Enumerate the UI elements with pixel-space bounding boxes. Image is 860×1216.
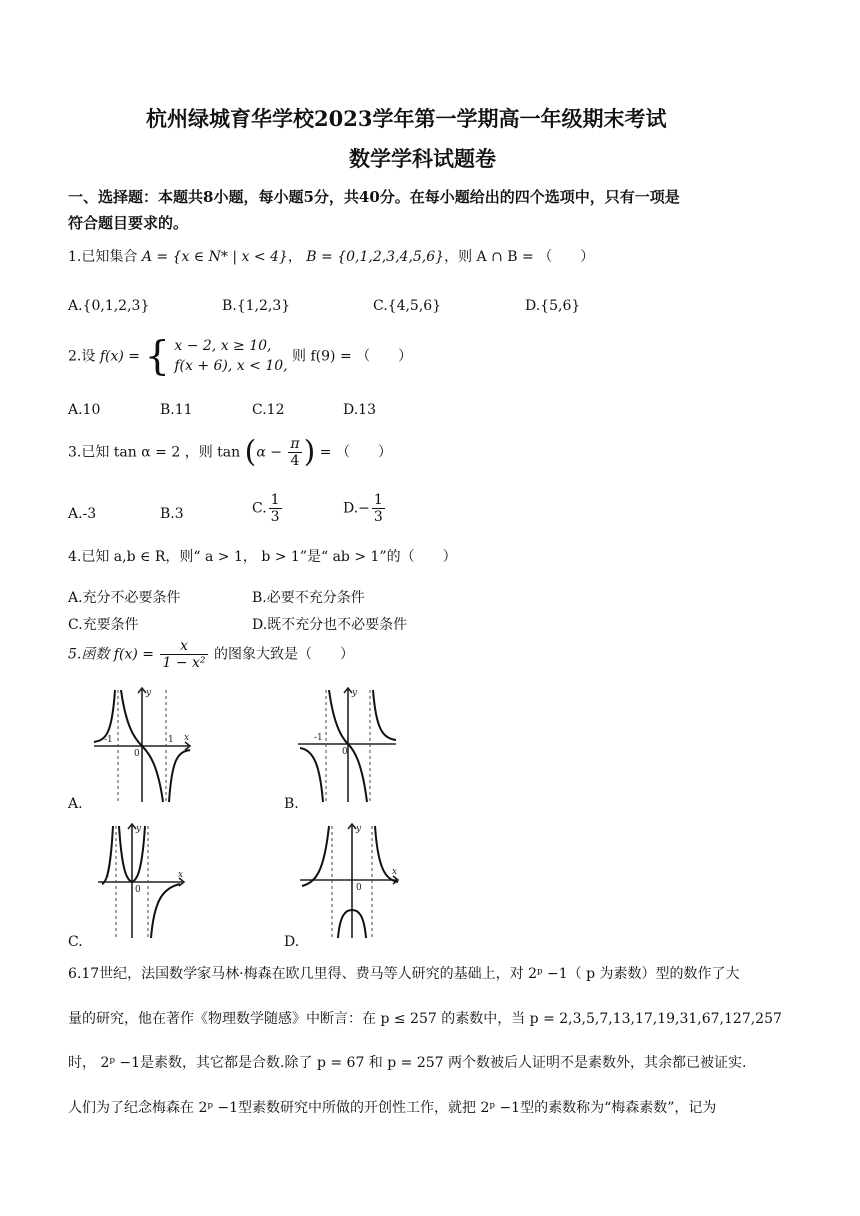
graph-c[interactable] [92, 822, 202, 940]
q2-option-a[interactable]: A.10 [68, 402, 101, 418]
svg-text:0: 0 [134, 749, 140, 759]
q1-option-d[interactable]: D.{5,6} [525, 298, 581, 314]
exam-title: 杭州绿城育华学校2023学年第一学期高一年级期末考试 [146, 106, 667, 131]
q3-option-c[interactable]: C. $\frac{1}{3}$ [252, 492, 280, 525]
svg-text:-1: -1 [314, 733, 323, 743]
q1-option-c[interactable]: C.{4,5,6} [373, 298, 442, 314]
q3-option-a[interactable]: A.-3 [68, 506, 97, 522]
q1-option-b[interactable]: B.{1,2,3} [222, 298, 291, 314]
svg-text:y: y [146, 688, 152, 698]
question-2: 2.设 f(x) = { x − 2, x ≥ 10, f(x + 6), x < 10, 则 f(9) = （ ） [68, 333, 413, 380]
graph-d[interactable] [298, 822, 408, 940]
svg-text:x: x [178, 870, 184, 880]
piecewise-brace: { [144, 333, 170, 380]
svg-text:1: 1 [168, 735, 174, 745]
q4-option-a[interactable]: A.充分不必要条件 [68, 590, 181, 606]
exam-subtitle: 数学学科试题卷 [349, 146, 496, 171]
q4-option-d[interactable]: D.既不充分也不必要条件 [252, 617, 408, 633]
q2-option-d[interactable]: D.13 [343, 402, 376, 418]
svg-text:-: - [106, 872, 110, 882]
section-header-cont: 符合题目要求的。 [68, 214, 189, 232]
q1-option-a[interactable]: A.{0,1,2,3} [68, 298, 150, 314]
section-header: 一、选择题：本题共8小题，每小题5分，共40分。在每小题给出的四个选项中，只有一项是 [68, 188, 680, 206]
q3-option-d[interactable]: D.− $\frac{1}{3}$ [343, 492, 383, 525]
q3-option-b[interactable]: B.3 [160, 506, 184, 522]
svg-text:-1: -1 [104, 735, 113, 745]
question-5: 5.函数 f(x) = $\frac{x}{\text{1 − x²}}$ 的图象大致是（ ） [68, 638, 354, 671]
question-4: 4.已知 a,b ∈ R，则“ a > 1， b > 1”是“ ab > 1”的（ ） [68, 549, 457, 565]
graph-d-label: D. [284, 934, 300, 950]
svg-text:x: x [392, 867, 398, 877]
graph-a-label: A. [68, 796, 83, 812]
question-6-line-1: 6.17世纪，法国数学家马林·梅森在欧几里得、费马等人研究的基础上，对 2ᵖ −1（ p 为素数）型的数作了大 [68, 966, 740, 982]
svg-text:y: y [352, 688, 358, 698]
graph-b[interactable] [296, 686, 406, 804]
q4-option-c[interactable]: C.充要条件 [68, 617, 139, 633]
q4-option-b[interactable]: B.必要不充分条件 [252, 590, 365, 606]
q2-option-b[interactable]: B.11 [160, 402, 193, 418]
question-6-line-2: 量的研究，他在著作《物理数学随感》中断言：在 p ≤ 257 的素数中，当 p = 2,3,5,7,13,17,19,31,67,127,257 [68, 1011, 782, 1027]
graph-a[interactable] [92, 686, 202, 804]
svg-text:y: y [136, 824, 142, 834]
question-6-line-4: 人们为了纪念梅森在 2ᵖ −1型素数研究中所做的开创性工作，就把 2ᵖ −1型的素数称为“梅森素数”，记为 [68, 1100, 717, 1116]
svg-text:0: 0 [342, 747, 348, 757]
svg-text:y: y [356, 824, 362, 834]
svg-text:0: 0 [356, 883, 362, 893]
question-6-line-3: 时， 2ᵖ −1是素数，其它都是合数.除了 p = 67 和 p = 257 两个数被后人证明不是素数外，其余都已被证实. [68, 1055, 747, 1071]
question-1: 1.已知集合 A = {x ∈ N* | x < 4}， B = {0,1,2,3,4,5,6}，则 A ∩ B = （ ） [68, 249, 595, 265]
q2-option-c[interactable]: C.12 [252, 402, 285, 418]
svg-text:x: x [184, 733, 190, 743]
graph-c-label: C. [68, 934, 83, 950]
graph-b-label: B. [284, 796, 299, 812]
question-3: 3.已知 tan α = 2 ，则 tan (α − $\frac{\pi}{4}$ ) = （ ） [68, 434, 392, 470]
svg-text:0: 0 [135, 885, 141, 895]
